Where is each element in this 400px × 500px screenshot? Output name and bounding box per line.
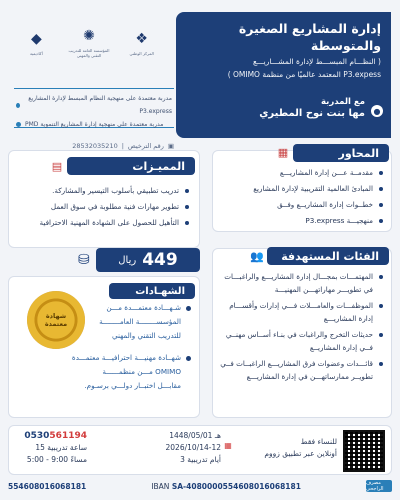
- delivery-info: [243, 436, 337, 460]
- list-item: قائـــدات وعضوات فرق المشاريـــع الراغبــات فــي تطويــر ممارساتهـــن في إدارة المشاريـــع: [217, 358, 385, 383]
- bullet-icon: [16, 103, 20, 108]
- list-item: الموظفـــات والعامـــلات فـــي إدارات وأقســـام إدارة المشاريـــع: [217, 300, 385, 325]
- course-title: إدارة المشاريع الصغيرة والمتوسطة: [238, 21, 381, 53]
- license-label: رقم الترخيص: [127, 142, 164, 150]
- list-item: حديثات التخرج والراغبات في بنـاء أســاس مهنــي فــي إدارة المشاريــع: [217, 329, 385, 354]
- axes-card: [212, 145, 392, 232]
- audience-list: [217, 271, 385, 383]
- license-icon: ▣: [167, 142, 174, 150]
- features-title: المميـزات: [67, 157, 195, 175]
- academy-logo: ◆ أكاديمية: [14, 20, 59, 64]
- training-hours: 15 ساعة تدريبية: [35, 443, 87, 452]
- license: 28532035210 | رقم الترخيص ▣: [72, 142, 174, 150]
- training-time: 5:00 - 9:00 مساءً: [26, 455, 87, 464]
- users-icon: 👥: [250, 249, 264, 263]
- contact-info: [17, 430, 87, 466]
- course-header: [176, 12, 391, 138]
- tvtc-logo: ✺ المؤسسة العامة للتدريب التقني والمهني: [68, 28, 110, 58]
- price-value: 449: [142, 250, 178, 270]
- features-list: [15, 183, 191, 231]
- vision-logo: ❖ المركز الوطني: [129, 30, 154, 56]
- certificates-card: [8, 276, 200, 418]
- credential-1: مدربة معتمدة على منهجية النظام المبسط لإدارة المشاريع P3.express: [28, 95, 172, 115]
- trainer-credentials: [14, 88, 174, 128]
- certificates-title: الشهـادات: [109, 283, 195, 299]
- training-days: 3 أيام تدريبية: [180, 455, 221, 464]
- academy-icon: ◆: [30, 30, 42, 47]
- list-item: مقدمــة عـــن إدارة المشاريـــع: [217, 165, 385, 181]
- bullet-icon: [16, 122, 21, 127]
- course-subtitle-1: ( النظـــام المبســـط لإدارة المشـــاريـــع: [253, 57, 381, 66]
- details-bar: [8, 425, 392, 475]
- partner-logos: [14, 20, 164, 64]
- certified-seal-icon: شهادة معتمدة: [27, 291, 85, 349]
- trainer-block: [259, 97, 381, 119]
- certificate-2: شهــادة مهنيـــة احترافيـــة معتمـــدة OMIMO مـــن منظمــــــة مقابـــل اختبــار دولـــي برسـوم.: [15, 351, 191, 393]
- price-currency: ريال: [118, 254, 137, 266]
- axes-title: المحاور: [293, 144, 389, 162]
- date-gregorian: 2026/10/14-12: [165, 443, 221, 452]
- price-badge: [96, 248, 200, 272]
- account-number: 554608016068181: [8, 481, 87, 491]
- date-hijri: 1448/05/01 هـ: [169, 431, 221, 440]
- axes-icon: ▦: [277, 145, 289, 159]
- vision-icon: ❖: [135, 30, 148, 47]
- features-icon: ▤: [51, 159, 63, 173]
- credential-2: مدربة معتمدة على منهجية إدارة المشاريع التنموية PMD: [25, 121, 164, 128]
- coins-icon: ⛁: [78, 252, 90, 268]
- list-item: التأهيل للحصول على الشهادة المهنية الاحترافية: [15, 215, 191, 231]
- women-only: للنساء فقط: [300, 437, 337, 446]
- iban-label: IBAN: [151, 481, 170, 491]
- list-item: المهتمـــات بمجـــال إدارة المشاريـــع والراغبـــات في تطويـــر مهاراتهـــن المهنيـــة: [217, 271, 385, 296]
- list-item: تطوير مهارات فنية مطلوبة في سوق العمل: [15, 199, 191, 215]
- certificate-1: شـهـــادة معتمـــدة مـــن المؤسســــــــة العامــــــــة للتدريب التقني والمهني: [91, 301, 191, 343]
- list-item: خطــوات إدارة المشاريــع وفــق: [217, 197, 385, 213]
- bank-logo: مصرف الراجحي: [366, 480, 392, 492]
- qr-code[interactable]: [343, 430, 385, 472]
- list-item: تدريب تطبيقي بأسلوب التيسير والمشاركة.: [15, 183, 191, 199]
- trainer-name: مها بنت نوح المطيري: [259, 108, 365, 119]
- tvtc-icon: ✺: [83, 28, 95, 44]
- bank-info: [8, 478, 392, 494]
- calendar-icon: ▦: [224, 441, 232, 450]
- list-item: منهجيـــة P3.express: [217, 213, 385, 229]
- iban-value: SA-4080000554608016068181: [171, 481, 301, 491]
- trainer-role: مع المدربة: [321, 97, 365, 107]
- audience-title: الفئات المستهدفة: [267, 247, 389, 265]
- phone-number[interactable]: 0530561194: [24, 431, 87, 441]
- schedule-info: [101, 430, 221, 466]
- course-subtitle-2: P3.expess المعتمد عالميًا من منظمة OMIMO ): [227, 70, 381, 79]
- list-item: المبادئ العالمية التقريبية لإدارة المشاريع: [217, 181, 385, 197]
- audience-card: [212, 248, 392, 418]
- online-zoom: أونلاين عبر تطبيق زووم: [264, 449, 337, 458]
- axes-list: [217, 165, 385, 229]
- features-card: [8, 150, 200, 248]
- location-pin-icon: ●: [371, 105, 383, 117]
- license-number: 28532035210: [72, 142, 118, 150]
